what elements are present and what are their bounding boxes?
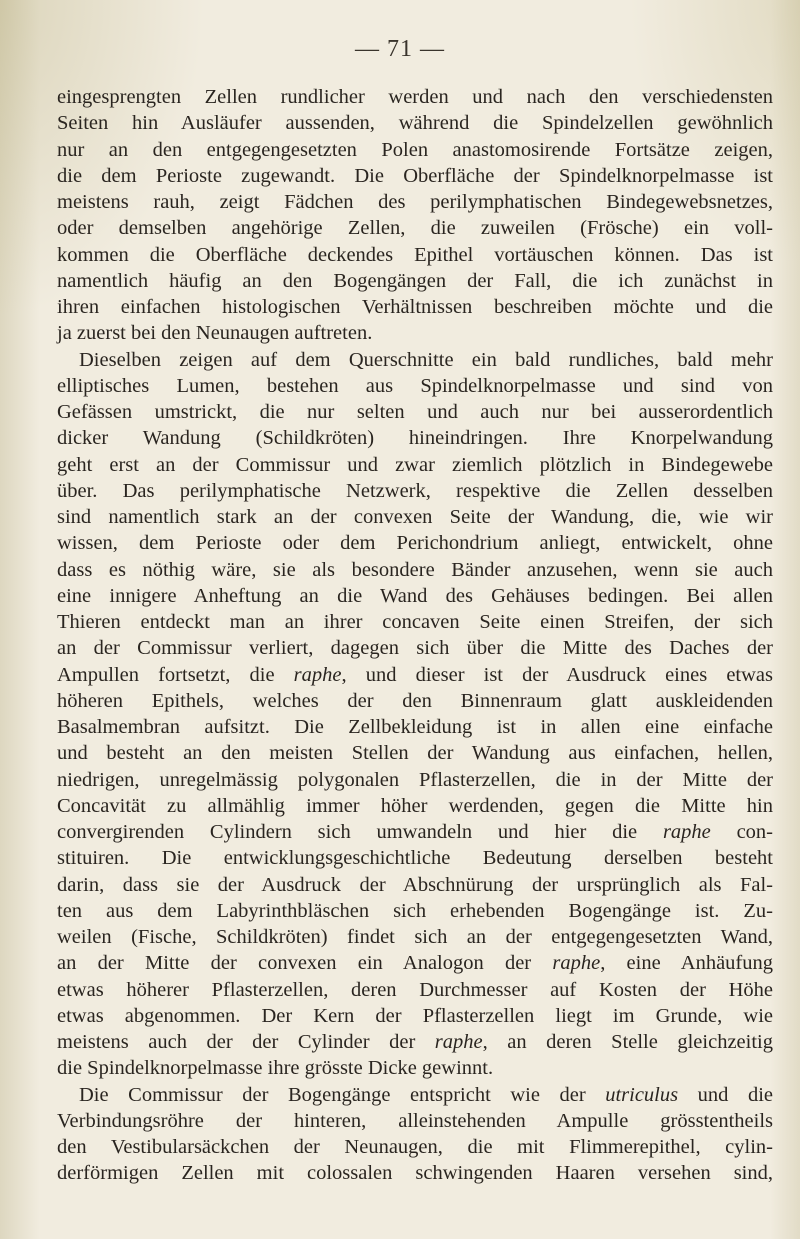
text-run: meistens auch der der Cylinder der	[57, 1031, 435, 1053]
text-line: ten aus dem Labyrinthbläschen sich erhebenden Bogengänge ist. Zu-	[57, 899, 773, 922]
text-line: derförmigen Zellen mit colossalen schwingenden Haaren versehen sind,	[57, 1162, 773, 1185]
text-line: über. Das perilymphatische Netzwerk, respektive die Zellen desselben	[57, 479, 773, 502]
text-line: niedrigen, unregelmässig polygonalen Pflasterzellen, die in der Mitte der	[57, 768, 773, 791]
text-line: dass es nöthig wäre, sie als besondere Bänder anzusehen, wenn sie auch	[57, 558, 773, 581]
text-run: an der Mitte der convexen ein Analogon der	[57, 952, 553, 975]
text-run: Ampullen fortsetzt, die	[57, 663, 294, 686]
text-line: darin, dass sie der Ausdruck der Abschnürung der ursprünglich als Fal-	[57, 873, 773, 896]
text-line: Verbindungsröhre der hinteren, alleinstehenden Ampulle grösstentheils	[57, 1109, 773, 1132]
text-line: etwas abgenommen. Der Kern der Pflasterzellen liegt im Grunde, wie	[57, 1004, 773, 1027]
text-line: geht erst an der Commissur und zwar ziemlich plötzlich in Bindegewebe	[57, 453, 773, 476]
text-line: ihren einfachen histologischen Verhältnissen beschreiben möchte und die	[57, 296, 773, 318]
text-run: convergirenden Cylindern sich umwandeln und hier die	[57, 821, 663, 843]
text-line: meistens rauh, zeigt Fädchen des perilymphatischen Bindegewebsnetzes,	[57, 191, 773, 213]
text-line: etwas höherer Pflasterzellen, deren Durchmesser auf Kosten der Höhe	[57, 978, 773, 1001]
text-run: , eine Anhäufung	[600, 952, 773, 975]
text-line: Gefässen umstrickt, die nur selten und auch nur bei ausserordentlich	[57, 401, 773, 423]
text-line	[57, 819, 773, 845]
italic-term-raphe: raphe	[434, 1031, 483, 1053]
italic-term-raphe: raphe	[293, 663, 342, 686]
text-line	[57, 662, 773, 688]
text-line: Seiten hin Ausläufer aussenden, während die Spindelzellen gewöhnlich	[57, 112, 773, 135]
text-line: elliptisches Lumen, bestehen aus Spindelknorpelmasse und sind von	[57, 374, 773, 397]
italic-term-raphe: raphe	[662, 821, 711, 843]
text-line: an der Commissur verliert, dagegen sich über die Mitte des Daches der	[57, 637, 773, 660]
text-line: sind namentlich stark an der convexen Seite der Wandung, die, wie wir	[57, 506, 773, 528]
text-run: , und dieser ist der Ausdruck eines etwas	[341, 663, 773, 686]
text-line: stituiren. Die entwicklungsgeschichtliche Bedeutung derselben besteht	[57, 847, 773, 870]
text-run: , an deren Stelle gleichzeitig	[482, 1031, 773, 1053]
page-number: — 71 —	[355, 36, 445, 62]
text-run: con-	[710, 821, 773, 843]
text-line: Dieselben zeigen auf dem Querschnitte ein bald rundliches, bald mehr	[79, 348, 773, 371]
text-run: und die	[678, 1083, 774, 1106]
text-line: dicker Wandung (Schildkröten) hineindringen. Ihre Knorpelwandung	[57, 427, 773, 450]
text-line: eingesprengten Zellen rundlicher werden und nach den verschiedensten	[57, 86, 773, 108]
text-line: und besteht an den meisten Stellen der Wandung aus einfachen, hellen,	[57, 742, 773, 765]
text-line: höheren Epithels, welches der den Binnenraum glatt auskleidenden	[57, 689, 773, 712]
text-line	[57, 1082, 773, 1108]
text-line	[57, 1029, 773, 1055]
text-line: den Vestibularsäckchen der Neunaugen, die mit Flimmerepithel, cylin-	[57, 1136, 773, 1158]
text-line: ja zuerst bei den Neunaugen auftreten.	[57, 322, 373, 345]
text-line: kommen die Oberfläche deckendes Epithel vortäuschen können. Das ist	[57, 243, 773, 266]
text-line: nur an den entgegengesetzten Polen anastomosirende Fortsätze zeigen,	[57, 138, 773, 161]
italic-term-raphe: raphe	[552, 952, 601, 975]
text-line: Concavität zu allmählig immer höher werdenden, gegen die Mitte hin	[57, 794, 773, 817]
text-line: namentlich häufig an den Bogengängen der Fall, die ich zunächst in	[57, 269, 773, 292]
text-line: Thieren entdeckt man an ihrer concaven Seite einen Streifen, der sich	[57, 611, 773, 633]
text-line: oder demselben angehörige Zellen, die zuweilen (Frösche) ein voll-	[57, 217, 773, 240]
text-line: weilen (Fische, Schildkröten) findet sich an der entgegengesetzten Wand,	[57, 926, 773, 948]
italic-term-utriculus: utriculus	[605, 1083, 679, 1106]
text-line: eine innigere Anheftung an die Wand des Gehäuses bedingen. Bei allen	[57, 584, 773, 607]
text-line: wissen, dem Perioste oder dem Perichondrium anliegt, entwickelt, ohne	[57, 532, 773, 555]
text-line: die dem Perioste zugewandt. Die Oberfläche der Spindelknorpelmasse ist	[57, 164, 773, 187]
text-run: Die Commissur der Bogengänge entspricht wie der	[79, 1083, 606, 1106]
text-line: Basalmembran aufsitzt. Die Zellbekleidung ist in allen eine einfache	[57, 716, 773, 738]
text-line	[57, 950, 773, 976]
text-line: die Spindelknorpelmasse ihre grösste Dicke gewinnt.	[57, 1057, 494, 1080]
body-text	[57, 84, 773, 1187]
